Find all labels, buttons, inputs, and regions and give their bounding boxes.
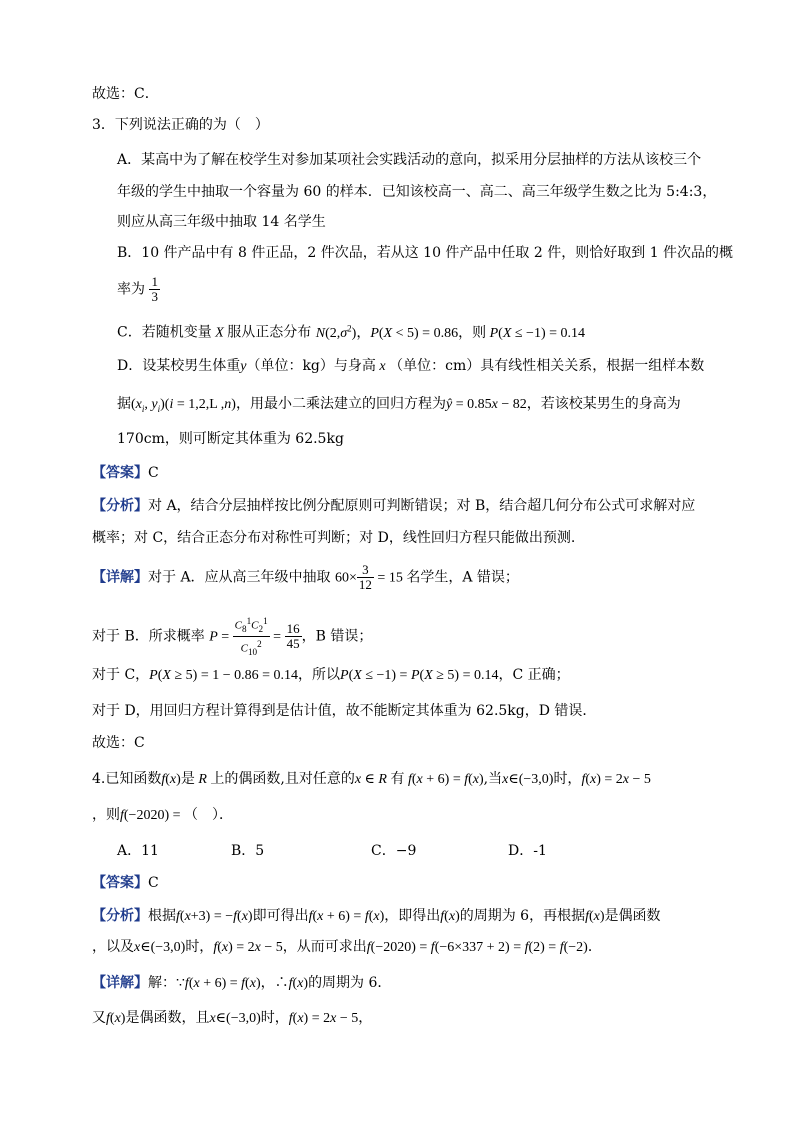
q3-option-b-line2: 率为 $\frac{1}{3}$ — [117, 274, 158, 304]
q3-option-d-line2: 据($x_i$, $y_i)(i = 1,2,L$ ,n)，用最小二乘法建立的回归方程为ŷ = 0.85x − 82，若该校某男生的身高为 — [117, 396, 681, 414]
previous-answer: 故选：C． — [92, 86, 159, 102]
q4-detail-line2: 又f(x)是偶函数，且x∈(−3,0)时，f(x) = 2x − 5， — [92, 1010, 373, 1026]
q3-option-a-line2: 年级的学生中抽取一个容量为 60 的样本．已知该校高一、高二、高三年级学生数之比为 5:4:3， — [117, 184, 717, 200]
q3-stem: 3．下列说法正确的为（ ） — [92, 117, 269, 133]
q3-detail-d: 对于 D，用回归方程计算得到是估计值，故不能断定其体重为 62.5kg，D 错误． — [92, 703, 597, 719]
q3-analysis-line2: 概率；对 C，结合正态分布对称性可判断；对 D，线性回归方程只能做出预测. — [92, 530, 576, 546]
q3-option-a-line3: 则应从高三年级中抽取 14 名学生 — [117, 214, 326, 230]
q4-option-d: D．-1 — [508, 843, 547, 859]
q4-option-c: C．−9 — [371, 843, 417, 859]
q3-conclusion: 故选：C — [92, 735, 145, 751]
fraction-one-third: $\frac{1}{3}$ — [151, 274, 158, 304]
q3-option-c: C．若随机变量 X 服从正态分布 $N(2,\sigma^2)$，P(X < 5) = 0.86，则 P(X ≤ −1) = 0.14 — [117, 323, 586, 341]
q4-detail-line1: 【详解】解：∵f(x + 6) = f(x)，∴f(x)的周期为 6． — [92, 975, 392, 991]
q3-option-d-line3: 170cm，则可断定其体重为 62.5kg — [117, 431, 344, 447]
q3-option-a-line1: A．某高中为了解在校学生对参加某项社会实践活动的意向，拟采用分层抽样的方法从该校三个 — [117, 152, 702, 168]
q3-detail-a: 【详解】对于 A．应从高三年级中抽取 60× $\frac{3}{12}$ = 15 名学生，A 错误； — [92, 562, 519, 592]
q3-detail-b: 对于 B．所求概率 P = $\frac{C_8^1C_2^1}{C_{10}^2}$ = $\frac{16}{45}$ ，B 错误； — [92, 616, 373, 657]
q4-option-b: B．5 — [231, 843, 265, 859]
q3-analysis-line1: 【分析】对 A，结合分层抽样按比例分配原则可判断错误；对 B，结合超几何分布公式可求解对应 — [92, 498, 696, 514]
q4-stem-line1: 4.已知函数f(x)是 R 上的偶函数,且对任意的x ∈ R 有 f(x + 6) = f(x),当x∈(−3,0)时，f(x) = 2x − 5 — [92, 771, 651, 787]
q3-option-d-line1: D．设某校男生体重y（单位：kg）与身高 x （单位：cm）具有线性相关关系，根据一组样本数 — [117, 358, 705, 374]
q3-answer: 【答案】C — [92, 465, 159, 481]
q4-stem-line2: ，则f(−2020) = （ ）． — [92, 807, 234, 823]
q3-option-b-line1: B．10 件产品中有 8 件正品，2 件次品，若从这 10 件产品中任取 2 件，则恰好取到 1 件次品的概 — [117, 245, 734, 261]
q4-analysis-line1: 【分析】根据f(x+3) = −f(x)即可得出f(x + 6) = f(x)，即得出f(x)的周期为 6，再根据f(x)是偶函数 — [92, 908, 661, 924]
q4-answer: 【答案】C — [92, 875, 159, 891]
q4-analysis-line2: ，以及x∈(−3,0)时，f(x) = 2x − 5，从而可求出f(−2020) = f(−6×337 + 2) = f(2) = f(−2)． — [92, 939, 602, 955]
q3-detail-c: 对于 C，P(X ≥ 5) = 1 − 0.86 = 0.14，所以P(X ≤ −1) = P(X ≥ 5) = 0.14，C 正确； — [92, 667, 570, 683]
q4-option-a: A．11 — [117, 843, 159, 859]
